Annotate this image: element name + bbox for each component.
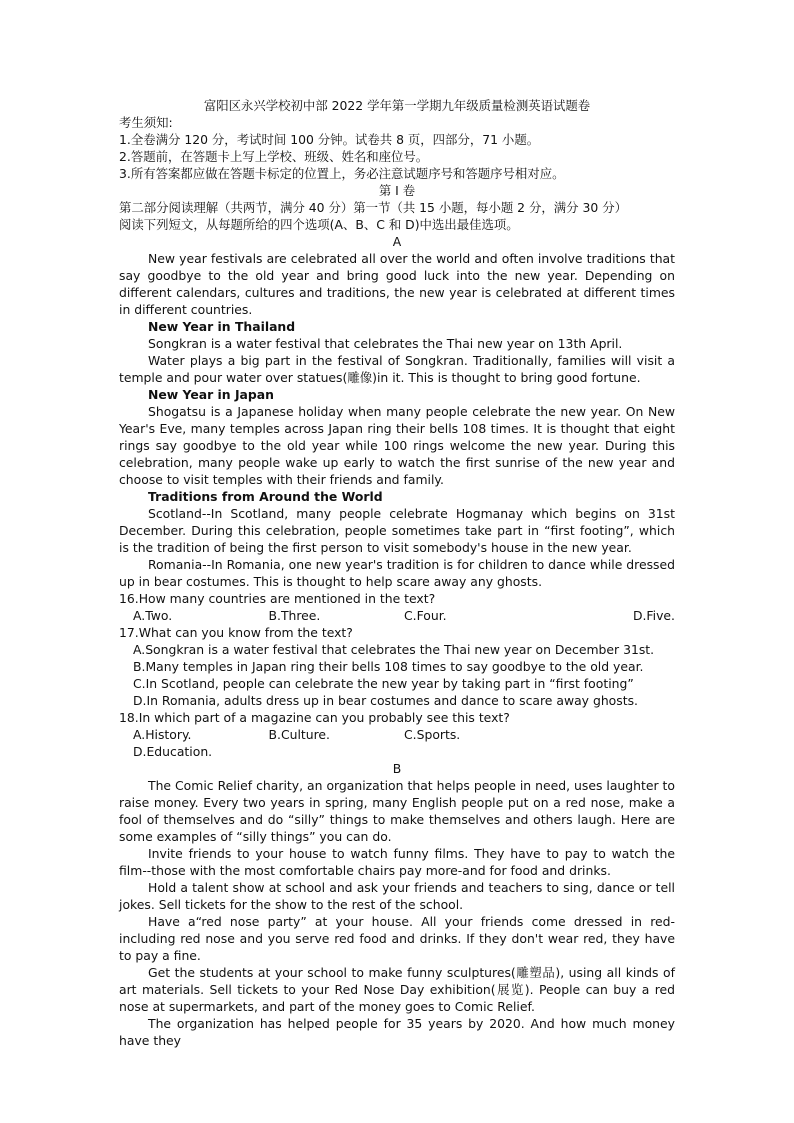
option-a: A.Two. [133, 608, 173, 623]
passage-a-intro: New year festivals are celebrated all over the world and often involve traditions that say goodbye to the old year and bring good luck into the new year. Depending on different calendars, cultures and traditions, the new year is celebrated at different times in different countries. [119, 251, 675, 317]
paragraph-comic-relief: The Comic Relief charity, an organization that helps people in need, uses laughter to raise money. Every two years in spring, many English people put on a red nose, make a fool of themselves and do “silly” things to make themselves and others laugh. Here are some examples of “silly things” you can do. [119, 778, 675, 844]
question-17: 17.What can you know from the text? [119, 625, 353, 640]
paragraph-red-nose-party: Have a“red nose party” at your house. All your friends come dressed in red-including red nose and you serve red food and drinks. If they don't wear red, they have to pay a fine. [119, 914, 675, 963]
question-18: 18.In which part of a magazine can you probably see this text? [119, 710, 510, 725]
paragraph-songkran: Songkran is a water festival that celebrates the Thai new year on 13th April. [148, 336, 623, 351]
paragraph-shogatsu: Shogatsu is a Japanese holiday when many people celebrate the new year. On New Year's Eve, many temples across Japan ring their bells 108 times. It is thought that eight rings say goodbye to the old year while 100 rings welcome the new year. During this celebration, many people wake up early to watch the first sunrise of the new year and choose to visit temples with their friends and family. [119, 404, 675, 487]
notice-1: 1.全卷满分 120 分，考试时间 100 分钟。试卷共 8 页，四部分，71 小题。 [119, 132, 540, 147]
option-b: B.Many temples in Japan ring their bells 108 times to say goodbye to the old year. [133, 659, 644, 674]
option-c: C.Four. [404, 608, 447, 623]
section-heading: 第二部分阅读理解（共两节，满分 40 分）第一节（共 15 小题，每小题 2 分，满分 30 分） [119, 200, 627, 215]
paragraph-romania: Romania--In Romania, one new year's tradition is for children to dance while dressed up in bear costumes. This is thought to help scare away any ghosts. [119, 557, 675, 589]
option-b: B.Three. [268, 608, 321, 623]
paragraph-organization: The organization has helped people for 35 years by 2020. And how much money have they [119, 1016, 675, 1048]
option-a: A.Songkran is a water festival that celebrates the Thai new year on December 31st. [133, 642, 655, 657]
option-d: D.Education. [133, 744, 213, 759]
option-d: D.Five. [632, 608, 675, 623]
question-16-options [119, 607, 675, 624]
paragraph-films: Invite friends to your house to watch funny films. They have to pay to watch the film--those with the most comfortable chairs pay more-and for food and drinks. [119, 846, 675, 878]
question-18-options [119, 726, 675, 743]
notice-2: 2.答题前，在答题卡上写上学校、班级、姓名和座位号。 [119, 149, 429, 164]
notice-3: 3.所有答案都应做在答题卡标定的位置上，务必注意试题序号和答题序号相对应。 [119, 166, 565, 181]
passage-b-letter: B [392, 761, 402, 776]
exam-page [119, 97, 675, 1049]
paragraph-water: Water plays a big part in the festival of Songkran. Traditionally, families will visit a temple and pour water over statues(雕像)in it. This is thought to bring good fortune. [119, 353, 675, 385]
option-c: C.In Scotland, people can celebrate the new year by taking part in “first footing” [133, 676, 634, 691]
paragraph-sculptures: Get the students at your school to make funny sculptures(雕塑品), using all kinds of art materials. Sell tickets to your Red Nose Day exhibition(展览). People can buy a red nose at supermarkets, and part of the money goes to Comic Relief. [119, 965, 675, 1014]
option-d: D.In Romania, adults dress up in bear costumes and dance to scare away ghosts. [133, 693, 638, 708]
heading-thailand: New Year in Thailand [148, 319, 296, 334]
paragraph-scotland: Scotland--In Scotland, many people celebrate Hogmanay which begins on 31st December. During this celebration, people sometimes take part in “first footing”, which is the tradition of being the first person to visit somebody's house in the new year. [119, 506, 675, 555]
passage-a-letter: A [392, 234, 402, 249]
exam-title: 富阳区永兴学校初中部 2022 学年第一学期九年级质量检测英语试题卷 [203, 98, 591, 113]
option-c: C.Sports. [404, 727, 461, 742]
question-16: 16.How many countries are mentioned in the text? [119, 591, 436, 606]
option-a: A.History. [133, 727, 192, 742]
heading-traditions: Traditions from Around the World [148, 489, 383, 504]
heading-japan: New Year in Japan [148, 387, 274, 402]
volume-heading: 第 I 卷 [378, 183, 416, 198]
option-b: B.Culture. [268, 727, 330, 742]
notice-label: 考生须知: [119, 115, 173, 130]
instruction: 阅读下列短文，从每题所给的四个选项(A、B、C 和 D)中选出最佳选项。 [119, 217, 519, 232]
paragraph-talent-show: Hold a talent show at school and ask your friends and teachers to sing, dance or tell jokes. Sell tickets for the show to the rest of the school. [119, 880, 675, 912]
